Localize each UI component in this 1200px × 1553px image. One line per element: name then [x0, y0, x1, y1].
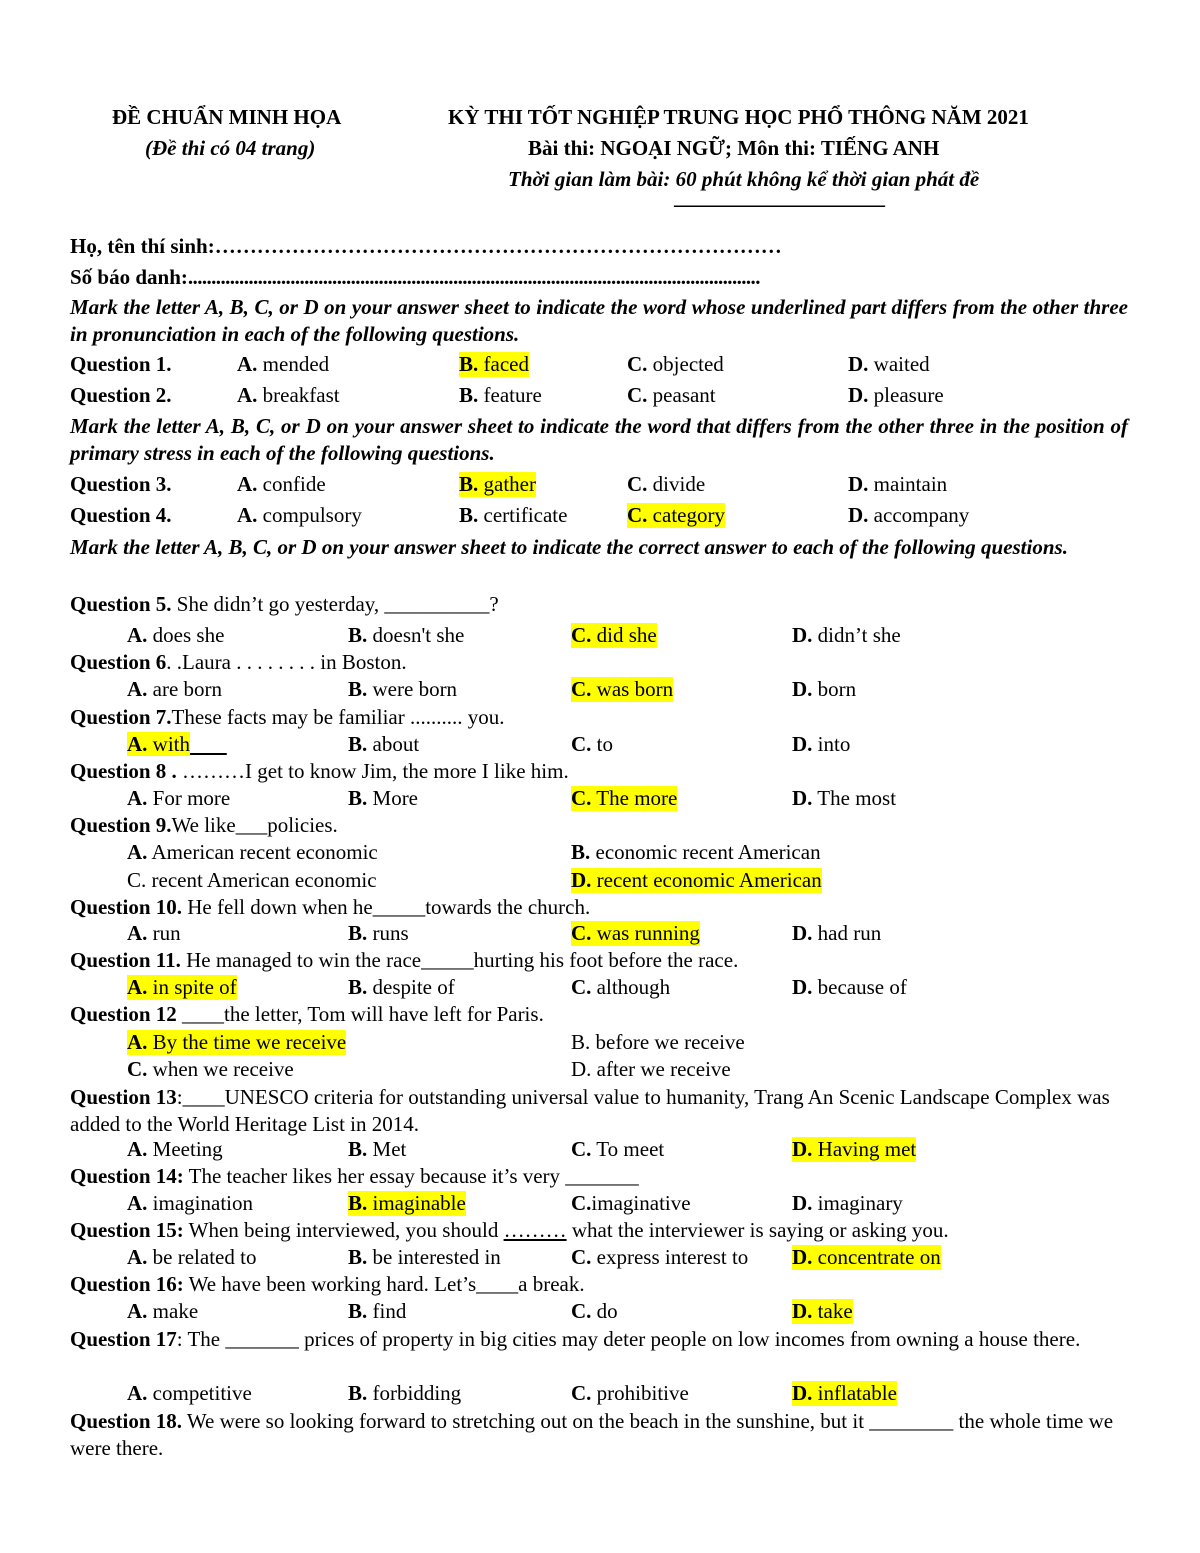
question-13-stem: Question 13:____UNESCO criteria for outstanding universal value to humanity, Trang An Scenic Landscape Complex was added to the World Heritage List in 2014.	[70, 1085, 1110, 1136]
q2-option-d[interactable]: D. pleasure	[848, 383, 944, 407]
q8-option-d[interactable]: D. The most	[792, 786, 897, 810]
candidate-id-row	[70, 265, 760, 290]
q5-option-c[interactable]: C. did she	[571, 623, 657, 647]
q13-option-c[interactable]: C. To meet	[571, 1137, 665, 1161]
q6-option-d[interactable]: D. born	[792, 677, 857, 701]
q17-option-b[interactable]: B. forbidding	[348, 1381, 462, 1405]
q13-option-d[interactable]: D. Having met	[792, 1137, 917, 1161]
instruction-correct: Mark the letter A, B, C, or D on your answer sheet to indicate the correct answer to each of the following questions.	[70, 535, 1068, 559]
question-6-stem: Question 6. .Laura . . . . . . . . in Boston.	[70, 650, 407, 674]
q4-option-d[interactable]: D. accompany	[848, 503, 970, 527]
q14-option-b[interactable]: B. imaginable	[348, 1191, 466, 1215]
q6-option-a[interactable]: A. are born	[127, 677, 223, 701]
q1-option-c[interactable]: C. objected	[627, 352, 724, 376]
q4-option-a[interactable]: A. compulsory	[237, 503, 362, 527]
q9-option-c[interactable]: C. recent American economic	[127, 868, 377, 892]
question-18-stem: Question 18. We were so looking forward to stretching out on the beach in the sunshine, but it ________ the whole time we were there.	[70, 1409, 1114, 1460]
q12-option-d[interactable]: D. after we receive	[571, 1057, 731, 1081]
q5-option-b[interactable]: B. doesn't she	[348, 623, 465, 647]
q5-option-a[interactable]: A. does she	[127, 623, 225, 647]
question-10-stem: Question 10. He fell down when he_____towards the church.	[70, 895, 591, 919]
q12-option-b[interactable]: B. before we receive	[571, 1030, 745, 1054]
q14-option-d[interactable]: D. imaginary	[792, 1191, 903, 1215]
question-15-stem: Question 15: When being interviewed, you should ……… what the interviewer is saying or asking you.	[70, 1218, 949, 1242]
q12-option-c[interactable]: C. when we receive	[127, 1057, 294, 1081]
q10-option-d[interactable]: D. had run	[792, 921, 882, 945]
q7-option-a[interactable]: A. with	[127, 732, 191, 756]
question-14-stem: Question 14: The teacher likes her essay because it’s very _______	[70, 1164, 639, 1188]
q4-option-c[interactable]: C. category	[627, 503, 725, 527]
q11-option-c[interactable]: C. although	[571, 975, 671, 999]
q1-option-b[interactable]: B. faced	[459, 352, 529, 376]
q11-option-d[interactable]: D. because of	[792, 975, 907, 999]
question-4-label: Question 4.	[70, 503, 172, 527]
q3-option-b[interactable]: B. gather	[459, 472, 536, 496]
q9-option-b[interactable]: B. economic recent American	[571, 840, 821, 864]
q8-option-c[interactable]: C. The more	[571, 786, 678, 810]
q12-option-a[interactable]: A. By the time we receive	[127, 1030, 347, 1054]
question-17-stem: Question 17: The _______ prices of property in big cities may deter people on low incomes from owning a house there.	[70, 1327, 1081, 1351]
q17-option-d[interactable]: D. inflatable	[792, 1381, 897, 1405]
question-11-stem: Question 11. He managed to win the race_____hurting his foot before the race.	[70, 948, 739, 972]
question-3-label: Question 3.	[70, 472, 172, 496]
question-5-stem: Question 5. She didn’t go yesterday, __________?	[70, 592, 499, 616]
q15-option-a[interactable]: A. be related to	[127, 1245, 257, 1269]
q8-option-b[interactable]: B. More	[348, 786, 419, 810]
question-2-label: Question 2.	[70, 383, 172, 407]
candidate-name-row	[70, 234, 782, 259]
q14-option-a[interactable]: A. imagination	[127, 1191, 253, 1215]
header-right-subtitle: Bài thi: NGOẠI NGỮ; Môn thi: TIẾNG ANH	[528, 136, 940, 160]
q16-option-c[interactable]: C. do	[571, 1299, 618, 1323]
q1-option-d[interactable]: D. waited	[848, 352, 930, 376]
q14-option-c[interactable]: C.imaginative	[571, 1191, 691, 1215]
header-right-title: KỲ THI TỐT NGHIỆP TRUNG HỌC PHỔ THÔNG NĂM 2021	[448, 105, 1029, 129]
q6-option-c[interactable]: C. was born	[571, 677, 674, 701]
q17-option-c[interactable]: C. prohibitive	[571, 1381, 689, 1405]
question-7-stem: Question 7.These facts may be familiar .......... you.	[70, 705, 505, 729]
candidate-id-field[interactable]: ...........................................................................................................................	[187, 265, 760, 289]
question-9-stem: Question 9.We like___policies.	[70, 813, 338, 837]
q10-option-c[interactable]: C. was running	[571, 921, 700, 945]
header-time: Thời gian làm bài: 60 phút không kể thời gian phát đề	[508, 167, 980, 191]
q11-option-b[interactable]: B. despite of	[348, 975, 455, 999]
q17-option-a[interactable]: A. competitive	[127, 1381, 252, 1405]
q5-option-d[interactable]: D. didn’t she	[792, 623, 901, 647]
header-left-title: ĐỀ CHUẨN MINH HỌA	[112, 105, 342, 129]
q3-option-d[interactable]: D. maintain	[848, 472, 948, 496]
q11-option-a[interactable]: A. in spite of	[127, 975, 237, 999]
candidate-name-field[interactable]: ………………………………………………………………………	[214, 234, 782, 258]
q16-option-b[interactable]: B. find	[348, 1299, 407, 1323]
q16-option-d[interactable]: D. take	[792, 1299, 853, 1323]
q15-option-d[interactable]: D. concentrate on	[792, 1245, 941, 1269]
q3-option-a[interactable]: A. confide	[237, 472, 326, 496]
q7-option-d[interactable]: D. into	[792, 732, 851, 756]
q8-option-a[interactable]: A. For more	[127, 786, 231, 810]
candidate-name-label: Họ, tên thí sinh:	[70, 234, 215, 258]
instruction-pronunciation: Mark the letter A, B, C, or D on your answer sheet to indicate the word whose underlined part differs from the other three in pronunciation in each of the following questions.	[70, 295, 1128, 346]
q16-option-a[interactable]: A. make	[127, 1299, 199, 1323]
q13-option-b[interactable]: B. Met	[348, 1137, 407, 1161]
q9-option-d[interactable]: D. recent economic American	[571, 868, 822, 892]
header-divider: ———————————	[674, 192, 883, 216]
q4-option-b[interactable]: B. certificate	[459, 503, 568, 527]
question-16-stem: Question 16: We have been working hard. Let’s____a break.	[70, 1272, 585, 1296]
q7-option-b[interactable]: B. about	[348, 732, 420, 756]
q1-option-a[interactable]: A. mended	[237, 352, 330, 376]
q15-option-b[interactable]: B. be interested in	[348, 1245, 501, 1269]
q2-option-a[interactable]: A. breakfast	[237, 383, 340, 407]
q9-option-a[interactable]: A. American recent economic	[127, 840, 378, 864]
q3-option-c[interactable]: C. divide	[627, 472, 706, 496]
candidate-id-label: Số báo danh:	[70, 265, 188, 289]
q7-option-c[interactable]: C. to	[571, 732, 614, 756]
instruction-stress: Mark the letter A, B, C, or D on your answer sheet to indicate the word that differs from the other three in the position of primary stress in each of the following questions.	[70, 414, 1128, 465]
question-12-stem: Question 12 ____the letter, Tom will have left for Paris.	[70, 1002, 544, 1026]
q10-option-b[interactable]: B. runs	[348, 921, 409, 945]
q2-option-c[interactable]: C. peasant	[627, 383, 716, 407]
question-8-stem: Question 8 . ………I get to know Jim, the more I like him.	[70, 759, 569, 783]
q2-option-b[interactable]: B. feature	[459, 383, 542, 407]
q6-option-b[interactable]: B. were born	[348, 677, 458, 701]
q13-option-a[interactable]: A. Meeting	[127, 1137, 223, 1161]
header-left-subtitle: (Đề thi có 04 trang)	[145, 136, 316, 160]
q10-option-a[interactable]: A. run	[127, 921, 181, 945]
question-1-label: Question 1.	[70, 352, 172, 376]
q15-option-c[interactable]: C. express interest to	[571, 1245, 749, 1269]
